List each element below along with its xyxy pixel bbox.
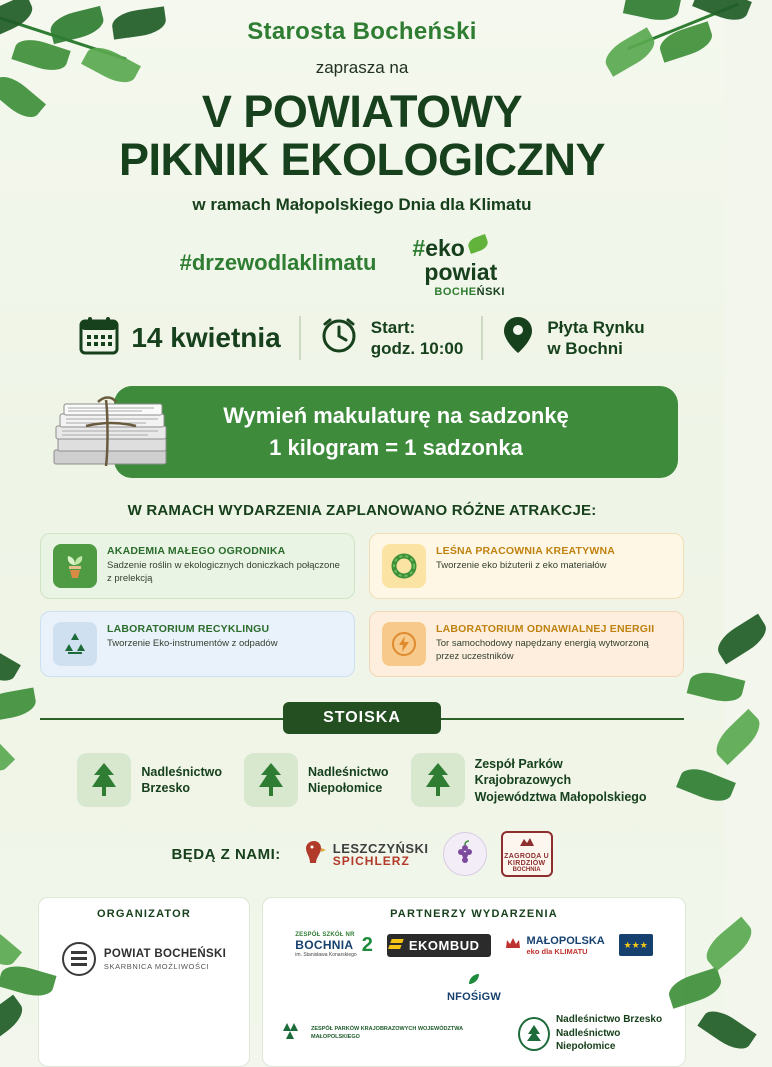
zagroda-line-2: KIRDZIÓW xyxy=(507,860,546,868)
malopolska-line-2: eko dla KLIMATU xyxy=(526,946,588,956)
lesz-line-2: SPICHLERZ xyxy=(332,853,410,868)
organizer-name: POWIAT BOCHEŃSKI xyxy=(103,947,227,960)
organizer-line: Starosta Bocheński xyxy=(247,18,477,45)
stand-line-2: Krajobrazowych xyxy=(474,773,572,788)
attraction-text xyxy=(107,622,278,651)
potted-plant-icon xyxy=(53,544,97,588)
nadlesnictwo-niepolomice: Nadleśnictwo Niepołomice xyxy=(555,1027,621,1053)
campaign-hashtag: #drzewodlaklimatu xyxy=(179,250,377,276)
leszczynski-text xyxy=(333,842,429,867)
lasy-panstwowe-text xyxy=(556,1013,673,1054)
stand-line-1: Zespół Parków xyxy=(474,757,563,771)
malopolska-line-1: MAŁOPOLSKA xyxy=(526,934,605,947)
attraction-title: LABORATORIUM RECYKLINGU xyxy=(107,623,270,636)
energy-bolt-icon xyxy=(382,622,426,666)
place-line-1: Płyta Rynku xyxy=(547,317,645,337)
stand-line-2: Brzesko xyxy=(141,781,191,796)
start-time: godz. 10:00 xyxy=(370,338,464,358)
crown-icon xyxy=(505,936,521,955)
stand-item xyxy=(77,753,222,807)
zagroda-u-kirdziow-logo[interactable] xyxy=(501,831,553,877)
hash-mark: # xyxy=(412,235,426,262)
lesz-line-1: LESZCZYŃSKI xyxy=(332,840,429,856)
place-line-2: w Bochni xyxy=(547,338,623,358)
stand-line-1: Nadleśnictwo xyxy=(307,765,389,780)
footer xyxy=(38,897,686,1067)
attraction-title: LEŚNA PRACOWNIA KREATYWNA xyxy=(436,545,616,558)
nadlesnictwo-brzesko: Nadleśnictwo Brzesko xyxy=(555,1014,663,1026)
ekopowiat-bochenski xyxy=(434,286,544,298)
zs-top: ZESPÓŁ SZKÓŁ NR xyxy=(295,932,355,939)
rodzinne-ogrody-logo[interactable] xyxy=(443,832,487,876)
stand-item xyxy=(411,753,647,807)
lasy-panstwowe-icon xyxy=(518,1017,550,1051)
event-start xyxy=(371,317,464,360)
organizer-text xyxy=(104,948,226,971)
zs-sub: im. Stanisława Konarskiego xyxy=(295,952,357,959)
organizer-box xyxy=(38,897,250,1067)
attraction-desc: Sadzenie roślin w ekologicznych doniczkach połączone z prelekcją xyxy=(107,560,340,585)
powiat-bochenski-logo[interactable] xyxy=(62,942,226,976)
recycle-icon xyxy=(53,622,97,666)
event-place xyxy=(547,317,644,360)
nfosigw-logo[interactable] xyxy=(447,972,501,1003)
wreath-icon xyxy=(382,544,426,588)
title-line-1: V POWIATOWY xyxy=(201,86,523,137)
parks-triangles-icon xyxy=(275,1017,305,1050)
event-info-row xyxy=(0,315,724,360)
with-us-row xyxy=(0,831,724,877)
tree-icon xyxy=(411,753,465,807)
hashtag-row xyxy=(0,235,724,299)
calendar-icon xyxy=(79,315,119,360)
attraction-desc: Tworzenie eko biżuterii z eko materiałów xyxy=(436,560,607,572)
leszczynski-spichlerz-logo[interactable] xyxy=(301,837,429,872)
attraction-text xyxy=(436,544,615,573)
stands-heading: STOISKA xyxy=(283,702,441,734)
attractions-grid xyxy=(40,533,684,677)
badge-icon xyxy=(518,835,536,853)
divider-2 xyxy=(481,316,483,360)
stand-line-2: Niepołomice xyxy=(307,781,383,796)
ekombud-logo[interactable]: EKOMBUD xyxy=(387,934,492,957)
organizer-title: ORGANIZATOR xyxy=(96,908,192,921)
grape-icon xyxy=(452,839,478,870)
newspaper-stack-icon xyxy=(46,396,181,474)
bochenski-part-a: BOCHE xyxy=(434,286,477,299)
divider-1 xyxy=(299,316,301,360)
stand-line-1: Nadleśnictwo xyxy=(141,765,222,780)
stands-list xyxy=(0,753,724,807)
attraction-text xyxy=(107,544,342,586)
attraction-title: AKADEMIA MAŁEGO OGRODNIKA xyxy=(107,545,286,558)
zs-number: 2 xyxy=(361,933,373,956)
attraction-title: LABORATORIUM ODNAWIALNEJ ENERGII xyxy=(436,623,655,636)
zagroda-line-1: ZAGRODA U xyxy=(504,853,549,861)
attraction-text xyxy=(436,622,671,664)
tree-icon xyxy=(77,753,131,807)
with-us-label: BĘDĄ Z NAMI: xyxy=(171,845,281,863)
eu-funds-logo[interactable]: ★★★ xyxy=(619,934,653,956)
event-date-cell xyxy=(79,315,280,360)
stand-item xyxy=(244,753,389,807)
attraction-card-odnawialna-energia[interactable] xyxy=(369,611,684,677)
start-label: Start: xyxy=(370,317,416,337)
zpkwm-logo[interactable] xyxy=(275,1017,496,1050)
event-date: 14 kwietnia xyxy=(131,321,281,353)
page-subtitle: w ramach Małopolskiego Dnia dla Klimatu xyxy=(192,195,532,215)
stand-label xyxy=(141,764,222,797)
zpkwm-text: ZESPÓŁ PARKÓW KRAJOBRAZOWYCH WOJEWÓDZTWA MAŁOPOLSKIEGO xyxy=(311,1026,463,1040)
malopolska-dla-klimatu-logo[interactable] xyxy=(505,935,604,956)
stands-heading-wrap xyxy=(40,701,684,735)
event-place-cell xyxy=(501,315,644,360)
attraction-card-lesna-pracownia[interactable] xyxy=(369,533,684,599)
title-line-2: PIKNIK EKOLOGICZNY xyxy=(118,133,606,185)
ekopowiat-powiat: powiat xyxy=(424,259,498,286)
makulatura-line-2: 1 kilogram = 1 sadzonka xyxy=(269,435,523,461)
partners-title: PARTNERZY WYDARZENIA xyxy=(390,908,558,921)
clock-icon xyxy=(319,315,359,360)
powiat-emblem-icon xyxy=(62,942,96,976)
stand-label xyxy=(475,756,647,805)
bochenski-part-b: ŃSKI xyxy=(476,286,505,299)
partners-logos-row-2 xyxy=(275,1013,673,1054)
attraction-card-akademia[interactable] xyxy=(40,533,355,599)
makulatura-line-1: Wymień makulaturę na sadzonkę xyxy=(223,403,569,429)
tree-icon xyxy=(244,753,298,807)
zs-main: BOCHNIA xyxy=(295,938,354,953)
organizer-tagline: SKARBNICA MOŻLIWOŚCI xyxy=(103,961,210,971)
map-pin-icon xyxy=(501,315,535,360)
attraction-desc: Tworzenie Eko-instrumentów z odpadów xyxy=(107,638,278,650)
partners-logos-row-1 xyxy=(275,932,673,1003)
rooster-icon xyxy=(301,837,327,872)
partners-box xyxy=(262,897,686,1067)
attraction-desc: Tor samochodowy napędzany energią wytworzoną przez uczestników xyxy=(436,638,649,663)
ekopowiat-logo xyxy=(412,235,544,299)
stand-line-3: Województwa Małopolskiego xyxy=(474,789,647,804)
attraction-card-recykling[interactable] xyxy=(40,611,355,677)
invite-line: zaprasza na xyxy=(315,58,409,77)
nfos-mark-icon xyxy=(466,972,482,991)
zagroda-line-3: BOCHNIA xyxy=(512,867,541,874)
makulatura-band xyxy=(114,386,678,478)
page-title xyxy=(0,88,724,183)
lasy-panstwowe-logo[interactable] xyxy=(518,1013,673,1054)
attractions-heading: W RAMACH WYDARZENIA ZAPLANOWANO RÓŻNE ATRAKCJE: xyxy=(127,502,597,520)
stand-label xyxy=(308,764,389,797)
makulatura-band-wrap xyxy=(46,386,678,478)
nfosigw-text: NFOŚiGW xyxy=(447,991,501,1004)
zespol-szkol-bochnia-logo[interactable] xyxy=(295,932,373,958)
event-start-cell xyxy=(319,315,464,360)
ekopowiat-eko: eko xyxy=(425,235,465,262)
